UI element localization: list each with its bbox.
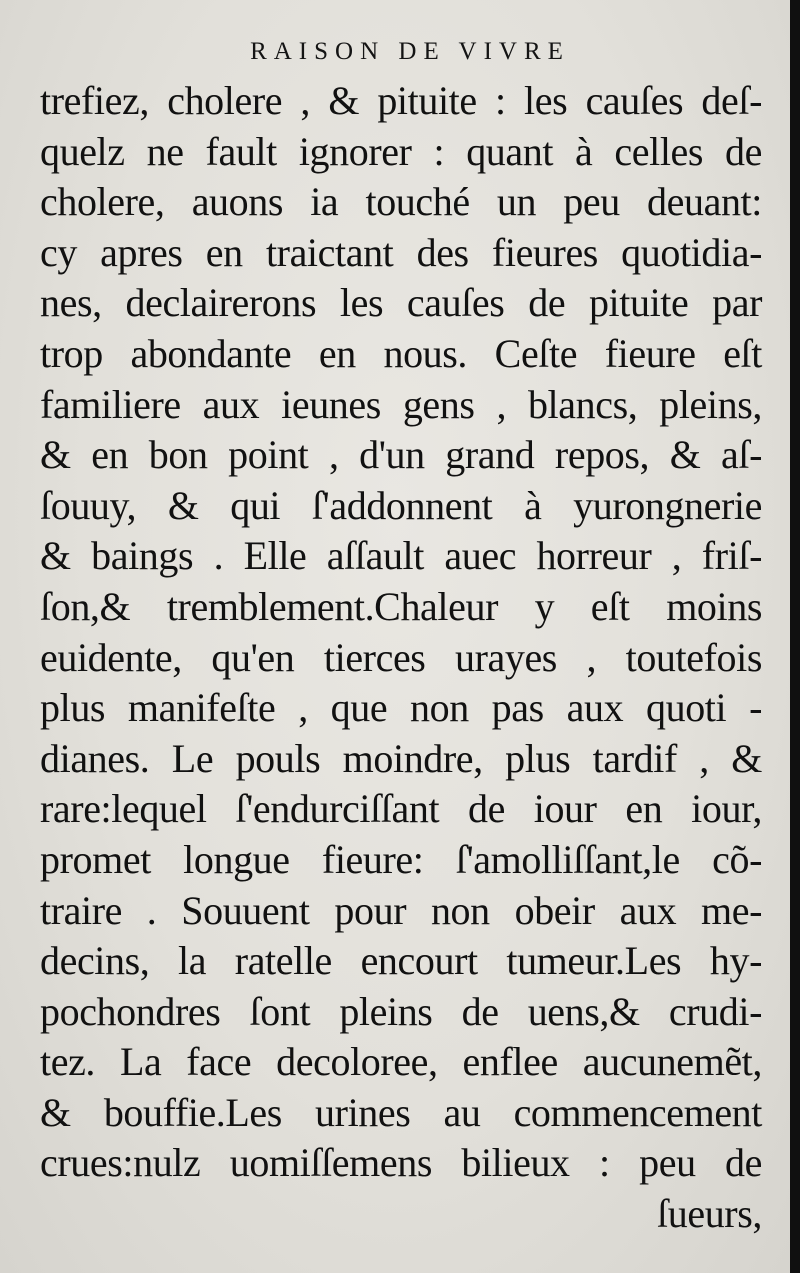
text-line: cholere, auons ia touché un peu deuant: [40,179,762,225]
text-line: trop abondante en nous. Ceſte fieure eſt [40,330,762,376]
text-line: pochondres ſont pleins de uens,& crudi- [40,988,762,1034]
text-line: familiere aux ieunes gens , blancs, pleins, [40,381,762,427]
text-line: crues:nulz uomiſſemens bilieux : peu de [40,1140,762,1186]
text-line: nes, declairerons les cauſes de pituite par [40,280,762,326]
running-head: RAISON DE VIVRE [250,38,570,65]
text-line: & bouffie.Les urines au commencement [40,1089,762,1135]
text-line: ſon,& tremblement.Chaleur y eſt moins [40,583,762,629]
text-line: decins, la ratelle encourt tumeur.Les hy- [40,938,762,984]
text-line: promet longue fieure: ſ'amolliſſant,le cõ- [40,836,762,882]
text-line: quelz ne fault ignorer : quant à celles de [40,128,762,174]
text-line: plus manifeſte , que non pas aux quoti - [40,685,762,731]
text-line-final: ſueurs, [657,1191,762,1237]
text-line: rare:lequel ſ'endurciſſant de iour en iour, [40,786,762,832]
text-line: euidente, qu'en tierces urayes , toutefois [40,634,762,680]
text-line: tez. La face decoloree, enflee aucunemẽt, [40,1039,762,1085]
text-line: ſouuy, & qui ſ'addonnent à yurongnerie [40,482,762,528]
text-block [40,76,762,1240]
text-line: dianes. Le pouls moindre, plus tardif , & [40,735,762,781]
text-line: trefiez, cholere , & pituite : les cauſes deſ- [40,78,762,123]
text-line: & en bon point , d'un grand repos, & aſ- [40,432,762,478]
text-line: traire . Souuent pour non obeir aux me- [40,887,762,933]
text-line: & baings . Elle aſſault auec horreur , friſ- [40,533,762,579]
text-line: cy apres en traictant des fieures quotidia- [40,229,762,275]
